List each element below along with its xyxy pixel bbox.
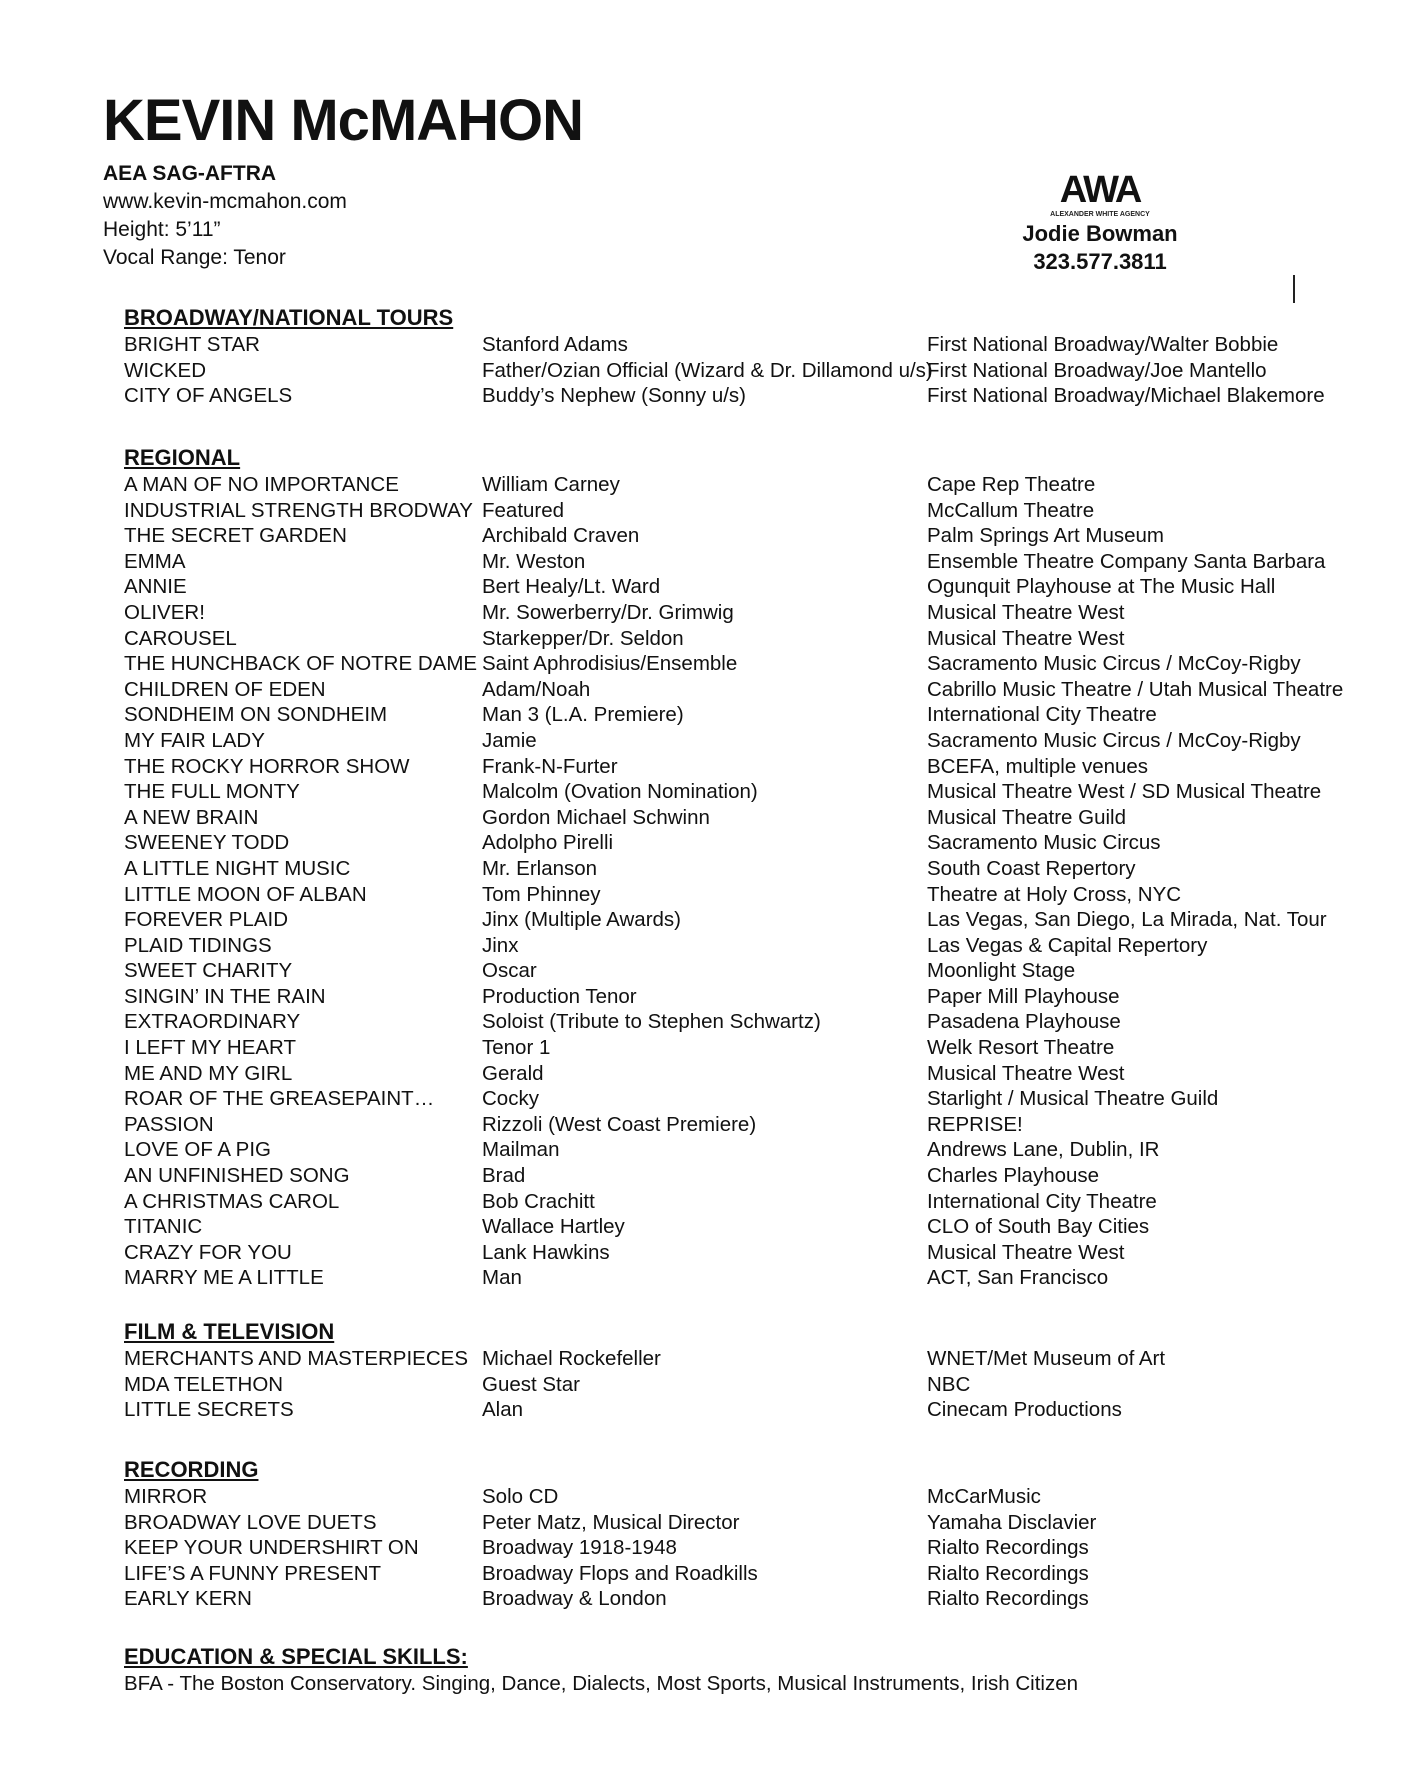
credit-title: LITTLE MOON OF ALBAN (124, 882, 367, 906)
credit-venue: International City Theatre (927, 703, 1157, 727)
credit-row (124, 383, 1374, 409)
credit-title: MY FAIR LADY (124, 728, 265, 752)
credit-venue: Rialto Recordings (927, 1561, 1089, 1585)
credit-venue: BCEFA, multiple venues (927, 754, 1149, 778)
credit-title: EXTRAORDINARY (124, 1010, 301, 1034)
credit-role: Jinx (Multiple Awards) (482, 908, 681, 932)
credit-title: BROADWAY LOVE DUETS (124, 1510, 377, 1534)
credit-venue: ACT, San Francisco (927, 1266, 1109, 1290)
credit-row (124, 1009, 1374, 1035)
credit-title: EMMA (124, 549, 186, 573)
credit-venue: REPRISE! (927, 1112, 1023, 1136)
credit-venue: Ensemble Theatre Company Santa Barbara (927, 549, 1326, 573)
credit-role: Production Tenor (482, 984, 637, 1008)
credit-title: THE ROCKY HORROR SHOW (124, 754, 410, 778)
credit-role: Buddy’s Nephew (Sonny u/s) (482, 384, 746, 408)
credit-venue: NBC (927, 1372, 971, 1396)
credit-title: A MAN OF NO IMPORTANCE (124, 473, 399, 496)
vocal-range: Vocal Range: Tenor (103, 246, 286, 269)
credit-venue: Musical Theatre West (927, 1240, 1125, 1264)
credit-venue: Rialto Recordings (927, 1587, 1089, 1611)
credit-title: BRIGHT STAR (124, 333, 260, 356)
credit-title: AN UNFINISHED SONG (124, 1164, 350, 1188)
credit-role: Jamie (482, 728, 537, 752)
credit-role: Broadway Flops and Roadkills (482, 1561, 758, 1585)
credit-title: SWEENEY TODD (124, 831, 290, 855)
credit-title: EARLY KERN (124, 1587, 252, 1611)
credit-title: KEEP YOUR UNDERSHIRT ON (124, 1536, 419, 1560)
credit-role: Mr. Sowerberry/Dr. Grimwig (482, 600, 734, 624)
credit-role: Starkepper/Dr. Seldon (482, 626, 684, 650)
credit-venue: First National Broadway/Michael Blakemore (927, 384, 1325, 408)
credit-venue: Sacramento Music Circus (927, 831, 1161, 855)
credit-venue: First National Broadway/Walter Bobbie (927, 333, 1279, 356)
credit-row (124, 882, 1374, 908)
credit-role: Adolpho Pirelli (482, 831, 614, 855)
credit-role: Gordon Michael Schwinn (482, 805, 710, 829)
credit-venue: Cape Rep Theatre (927, 473, 1096, 496)
credit-row (124, 728, 1374, 754)
credit-venue: Andrews Lane, Dublin, IR (927, 1138, 1160, 1162)
credit-venue: Rialto Recordings (927, 1536, 1089, 1560)
credit-venue: Palm Springs Art Museum (927, 524, 1164, 548)
credit-role: Bert Healy/Lt. Ward (482, 575, 661, 599)
credit-venue: Ogunquit Playhouse at The Music Hall (927, 575, 1276, 599)
credit-role: Jinx (482, 933, 519, 957)
contact-info (103, 160, 347, 272)
section-heading: EDUCATION & SPECIAL SKILLS: (124, 1644, 468, 1669)
credit-row (124, 1484, 1374, 1510)
credit-venue: Paper Mill Playhouse (927, 984, 1120, 1008)
credit-venue: Starlight / Musical Theatre Guild (927, 1087, 1219, 1111)
agent-name: Jodie Bowman (1022, 221, 1178, 246)
credit-venue: Musical Theatre Guild (927, 805, 1127, 829)
credit-title: A CHRISTMAS CAROL (124, 1189, 340, 1213)
credit-row (124, 1372, 1374, 1398)
credit-role: Mr. Weston (482, 549, 586, 573)
credit-row (124, 1086, 1374, 1112)
credit-row (124, 1214, 1374, 1240)
credit-title: TITANIC (124, 1215, 203, 1239)
agency-block (990, 168, 1210, 276)
credit-title: ANNIE (124, 575, 187, 599)
credit-role: Solo CD (482, 1485, 559, 1508)
credit-row (124, 1586, 1374, 1612)
credit-role: Featured (482, 498, 565, 522)
credit-row (124, 958, 1374, 984)
section-heading: BROADWAY/NATIONAL TOURS (124, 305, 454, 330)
credit-title: THE SECRET GARDEN (124, 524, 347, 548)
credit-role: Lank Hawkins (482, 1240, 610, 1264)
credit-venue: Welk Resort Theatre (927, 1036, 1115, 1060)
credit-title: ME AND MY GIRL (124, 1061, 293, 1085)
credit-role: Brad (482, 1164, 526, 1188)
credit-row (124, 805, 1374, 831)
credit-row (124, 830, 1374, 856)
credit-role: Malcolm (Ovation Nomination) (482, 780, 758, 804)
credit-title: THE FULL MONTY (124, 780, 300, 804)
credit-row (124, 358, 1374, 384)
credit-role: Mr. Erlanson (482, 856, 598, 880)
credit-venue: First National Broadway/Joe Mantello (927, 358, 1267, 382)
credit-role: Wallace Hartley (482, 1215, 625, 1239)
credit-row (124, 549, 1374, 575)
credit-role: William Carney (482, 473, 620, 496)
credit-title: OLIVER! (124, 600, 205, 624)
credit-title: CRAZY FOR YOU (124, 1240, 292, 1264)
section-regional (124, 444, 1374, 1291)
section-heading: REGIONAL (124, 445, 241, 470)
credit-title: I LEFT MY HEART (124, 1036, 297, 1060)
credit-role: Guest Star (482, 1372, 580, 1396)
credit-title: WICKED (124, 358, 206, 382)
section-broadway (124, 304, 1374, 409)
section-recording (124, 1456, 1374, 1612)
credit-title: PLAID TIDINGS (124, 933, 272, 957)
education-text: BFA - The Boston Conservatory. Singing, Dance, Dialects, Most Sports, Musical Instruments, Irish Citizen (124, 1672, 1079, 1695)
credit-row (124, 1535, 1374, 1561)
credit-role: Tenor 1 (482, 1036, 551, 1060)
section-education (124, 1643, 1374, 1697)
credit-role: Oscar (482, 959, 537, 983)
credit-role: Bob Crachitt (482, 1189, 595, 1213)
credit-row (124, 1397, 1374, 1423)
credit-title: CHILDREN OF EDEN (124, 677, 326, 701)
website[interactable]: www.kevin-mcmahon.com (103, 190, 347, 213)
credit-row (124, 472, 1374, 498)
credit-role: Man (482, 1266, 522, 1290)
credit-row (124, 677, 1374, 703)
credit-row (124, 1346, 1374, 1372)
credit-row (124, 574, 1374, 600)
credit-role: Cocky (482, 1087, 539, 1111)
credit-row (124, 1510, 1374, 1536)
credit-title: ROAR OF THE GREASEPAINT… (124, 1087, 435, 1111)
credit-title: SWEET CHARITY (124, 959, 293, 983)
section-film-television (124, 1318, 1374, 1423)
credit-title: A LITTLE NIGHT MUSIC (124, 856, 351, 880)
credit-row (124, 779, 1374, 805)
credit-venue: Theatre at Holy Cross, NYC (927, 882, 1182, 906)
credit-venue: CLO of South Bay Cities (927, 1215, 1150, 1239)
credit-row (124, 1189, 1374, 1215)
credit-role: Michael Rockefeller (482, 1347, 661, 1370)
resume-name: KEVIN McMAHON (103, 88, 584, 153)
credit-title: CITY OF ANGELS (124, 384, 293, 408)
agency-logo-caption: ALEXANDER WHITE AGENCY (1050, 211, 1150, 218)
credit-row (124, 1265, 1374, 1291)
credit-role: Saint Aphrodisius/Ensemble (482, 652, 738, 676)
credit-venue: Las Vegas, San Diego, La Mirada, Nat. Tour (927, 908, 1327, 932)
credit-role: Stanford Adams (482, 333, 628, 356)
credit-venue: Las Vegas & Capital Repertory (927, 933, 1208, 957)
section-heading: FILM & TELEVISION (124, 1319, 335, 1344)
credit-title: CAROUSEL (124, 626, 237, 650)
credit-role: Broadway 1918-1948 (482, 1536, 677, 1560)
credit-title: A NEW BRAIN (124, 805, 259, 829)
credit-title: MIRROR (124, 1485, 208, 1508)
credit-row (124, 626, 1374, 652)
agency-logo (1037, 168, 1163, 220)
credit-row (124, 498, 1374, 524)
credit-venue: Pasadena Playhouse (927, 1010, 1121, 1034)
credit-venue: Moonlight Stage (927, 959, 1076, 983)
credit-venue: Musical Theatre West (927, 600, 1125, 624)
credit-title: THE HUNCHBACK OF NOTRE DAME (124, 652, 478, 676)
credit-venue: WNET/Met Museum of Art (927, 1347, 1166, 1370)
credit-role: Rizzoli (West Coast Premiere) (482, 1112, 757, 1136)
credit-title: SONDHEIM ON SONDHEIM (124, 703, 388, 727)
credit-role: Father/Ozian Official (Wizard & Dr. Dillamond u/s) (482, 358, 933, 382)
credit-row (124, 1061, 1374, 1087)
credit-venue: Musical Theatre West (927, 1061, 1125, 1085)
credit-venue: McCallum Theatre (927, 498, 1095, 522)
credit-row (124, 332, 1374, 358)
credit-row (124, 856, 1374, 882)
credit-role: Mailman (482, 1138, 560, 1162)
credit-role: Frank-N-Furter (482, 754, 618, 778)
credit-row (124, 1137, 1374, 1163)
credit-row (124, 702, 1374, 728)
credit-role: Adam/Noah (482, 677, 591, 701)
credit-venue: Musical Theatre West / SD Musical Theatre (927, 780, 1322, 804)
credit-venue: Sacramento Music Circus / McCoy-Rigby (927, 728, 1301, 752)
credit-title: INDUSTRIAL STRENGTH BRODWAY (124, 498, 473, 522)
credit-role: Alan (482, 1398, 524, 1422)
credit-row (124, 1112, 1374, 1138)
credit-row (124, 754, 1374, 780)
credit-title: LOVE OF A PIG (124, 1138, 271, 1162)
credit-title: MARRY ME A LITTLE (124, 1266, 324, 1290)
credit-row (124, 984, 1374, 1010)
credit-venue: Musical Theatre West (927, 626, 1125, 650)
credit-venue: International City Theatre (927, 1189, 1157, 1213)
credit-role: Broadway & London (482, 1587, 667, 1611)
section-heading: RECORDING (124, 1457, 259, 1482)
credit-row (124, 933, 1374, 959)
agent-phone: 323.577.3811 (1033, 249, 1167, 274)
credit-venue: Cinecam Productions (927, 1398, 1122, 1422)
credit-row (124, 600, 1374, 626)
credit-role: Archibald Craven (482, 524, 640, 548)
credit-row (124, 1035, 1374, 1061)
credit-venue: Charles Playhouse (927, 1164, 1100, 1188)
credit-venue: McCarMusic (927, 1485, 1041, 1508)
credit-role: Peter Matz, Musical Director (482, 1510, 740, 1534)
credit-row (124, 1163, 1374, 1189)
credit-role: Tom Phinney (482, 882, 601, 906)
credit-role: Soloist (Tribute to Stephen Schwartz) (482, 1010, 821, 1034)
credit-venue: South Coast Repertory (927, 856, 1136, 880)
credit-venue: Sacramento Music Circus / McCoy-Rigby (927, 652, 1301, 676)
height: Height: 5’11” (103, 218, 221, 241)
union-affiliations: AEA SAG-AFTRA (103, 162, 277, 185)
credit-title: LITTLE SECRETS (124, 1398, 294, 1422)
credit-row (124, 1240, 1374, 1266)
text-cursor (1293, 275, 1295, 303)
credit-title: MDA TELETHON (124, 1372, 284, 1396)
credit-row (124, 651, 1374, 677)
credit-title: MERCHANTS AND MASTERPIECES (124, 1347, 468, 1370)
credit-row (124, 907, 1374, 933)
credit-title: SINGIN’ IN THE RAIN (124, 984, 326, 1008)
credit-row (124, 523, 1374, 549)
credit-title: LIFE’S A FUNNY PRESENT (124, 1561, 382, 1585)
credit-role: Man 3 (L.A. Premiere) (482, 703, 684, 727)
credit-title: FOREVER PLAID (124, 908, 289, 932)
credit-role: Gerald (482, 1061, 544, 1085)
credit-venue: Yamaha Disclavier (927, 1510, 1097, 1534)
credit-venue: Cabrillo Music Theatre / Utah Musical Theatre (927, 677, 1344, 701)
credit-title: PASSION (124, 1112, 214, 1136)
agency-logo-letters: AWA (1059, 169, 1141, 211)
credit-row (124, 1561, 1374, 1587)
